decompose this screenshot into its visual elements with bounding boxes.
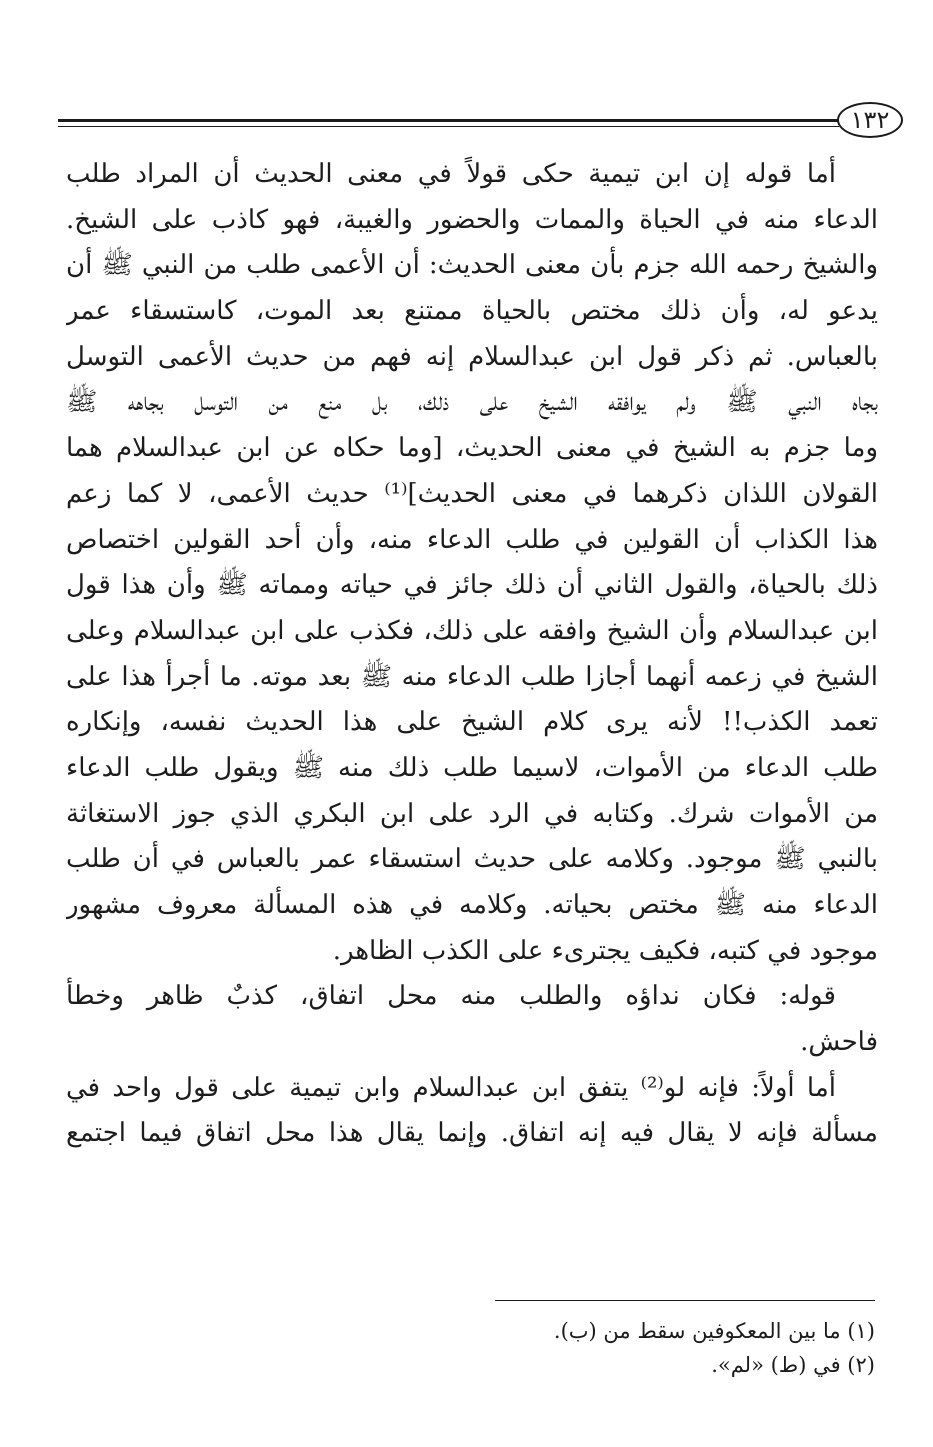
text-line: القولان اللذان ذكرهما في معنى الحديث]⁽¹⁾ حديث الأعمى، لا كما زعم — [66, 478, 878, 509]
text-line: أما قوله إن ابن تيمية حكى قولاً في معنى الحديث أن المراد طلب — [66, 159, 836, 189]
text-line: ذلك بالحياة، والقول الثاني أن ذلك جائز في حياته ومماته ﷺ وأن هذا قول — [66, 570, 878, 601]
page-number: ١٣٢ — [837, 102, 903, 138]
text-line: موجود في كتبه، فكيف يجترىء على الكذب الظاهر. — [332, 935, 878, 966]
text-line: بالنبي ﷺ موجود. وكلامه على حديث استسقاء عمر بالعباس في أن طلب — [66, 844, 878, 875]
text-line: وما جزم به الشيخ في معنى الحديث، [وما حكاه عن ابن عبدالسلام هما — [66, 433, 878, 464]
header-rule — [58, 119, 839, 122]
text-line: والشيخ رحمه الله جزم بأن معنى الحديث: أن الأعمى طلب من النبي ﷺ أن — [66, 250, 878, 281]
text-line: تعمد الكذب!! لأنه يرى كلام الشيخ على هذا الحديث نفسه، وإنكاره — [66, 707, 878, 738]
text-line: الشيخ في زعمه أنهما أجازا طلب الدعاء منه ﷺ بعد موته. ما أجرأ هذا على — [66, 661, 878, 692]
text-line: قوله: فكان نداؤه والطلب منه محل اتفاق، كذبٌ ظاهر وخطأ — [66, 981, 836, 1012]
footnote: (١) ما بين المعكوفين سقط من (ب). — [553, 1319, 875, 1343]
text-line: فاحش. — [800, 1027, 878, 1058]
text-line: طلب الدعاء من الأموات، لاسيما طلب ذلك منه ﷺ ويقول طلب الدعاء — [66, 752, 878, 783]
text-line: هذا الكذاب أن القولين في طلب الدعاء منه، وأن أحد القولين اختصاص — [66, 524, 878, 555]
page-header — [58, 100, 903, 146]
text-line: ابن عبدالسلام وأن الشيخ وافقه على ذلك، فكذب على ابن عبدالسلام وعلى — [66, 615, 878, 646]
text-line: بجاه النبي ﷺ ولم يوافقه الشيخ على ذلك، بل منع من التوسل بجاهه ﷺ — [66, 387, 878, 418]
text-line: الدعاء منه ﷺ مختص بحياته. وكلامه في هذه المسألة معروف مشهور — [66, 890, 878, 920]
header-rule-thin — [58, 126, 839, 127]
footnotes — [63, 1314, 875, 1382]
body-text — [66, 152, 878, 1157]
text-line: الدعاء منه في الحياة والممات والحضور والغيبة، فهو كاذب على الشيخ. — [66, 204, 878, 235]
text-line: مسألة فإنه لا يقال فيه إنه اتفاق. وإنما يقال هذا محل اتفاق فيما اجتمع — [66, 1118, 878, 1149]
text-line: بالعباس. ثم ذكر قول ابن عبدالسلام إنه فهم من حديث الأعمى التوسل — [66, 341, 878, 372]
footnote: (٢) في (ط) «لم». — [711, 1353, 875, 1377]
footnote-separator — [495, 1300, 875, 1301]
text-line: من الأموات شرك. وكتابه في الرد على ابن البكري الذي جوز الاستغاثة — [66, 798, 878, 829]
text-line: أما أولاً: فإنه لو⁽²⁾ يتفق ابن عبدالسلام وابن تيمية على قول واحد في — [66, 1072, 836, 1103]
text-line: يدعو له، وأن ذلك مختص بالحياة ممتنع بعد الموت، كاستسقاء عمر — [66, 296, 878, 327]
